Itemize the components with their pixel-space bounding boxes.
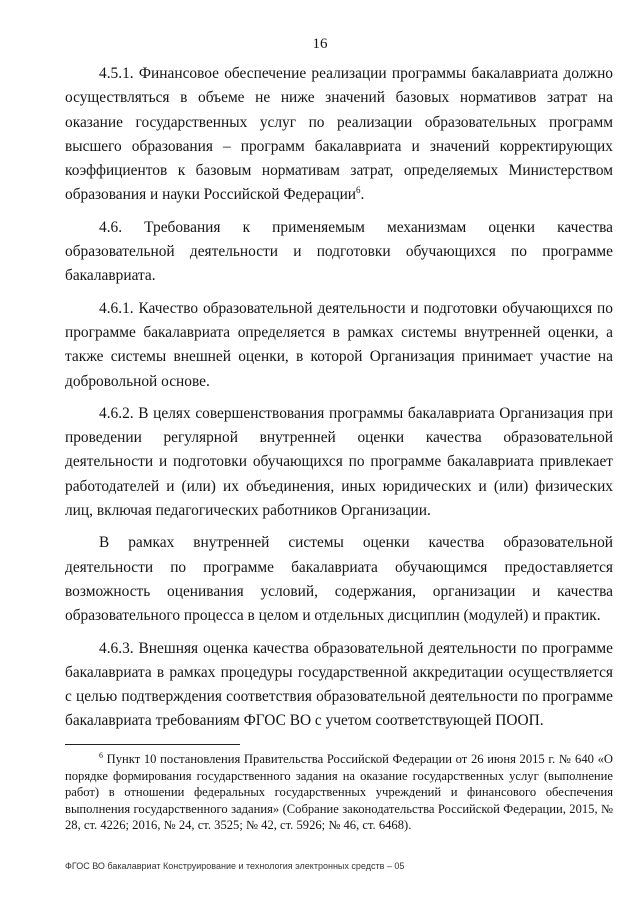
paragraph-4-6-2: 4.6.2. В целях совершенствования программы бакалавриата Организация при проведении регулярной внутренней оценки качества образовательной деятельности и подготовки обучающихся по программе бакалавриата привлекает работодателей и (или) их объединения, иных юридических и (или) физических лиц, включая педагогических работников Организации. [65, 404, 613, 520]
paragraph-text: 4.5.1. Финансовое обеспечение реализации программы бакалавриата должно осуществляться в объеме не ниже значений базовых нормативов затрат на оказание государственных услуг по реализации образовательных программ высшего образования – программ бакалавриата и значений корректирующих коэффициентов к базовым нормативам затрат, определяемых Министерством образования и науки Российской Федерации [65, 65, 613, 204]
paragraph-end: . [360, 186, 365, 204]
footnote-text: Пункт 10 постановления Правительства Российской Федерации от 26 июня 2015 г. № 640 «О порядке формирования государственного задания на оказание государственных услуг (выполнение работ) в отношении федеральных государственных учреждений и финансового обеспечения выполнения государственного задания» (Собрание законодательства Российской Федерации, 2015, № 28, ст. 4226; 2016, № 24, ст. 3525; № 42, ст. 5926; № 46, ст. 6468). [65, 752, 613, 833]
footnote-divider [65, 744, 240, 745]
paragraph-4-5-1 [65, 62, 613, 208]
footnote-reference[interactable]: 6 [356, 185, 361, 196]
page-footer: ФГОС ВО бакалавриат Конструирование и технология электронных средств – 05 [65, 861, 405, 871]
paragraph-4-6-3: 4.6.3. Внешняя оценка качества образовательной деятельности по программе бакалавриата в рамках процедуры государственной аккредитации осуществляется с целью подтверждения соответствия образовательной деятельности по программе бакалавриата требованиям ФГОС ВО с учетом соответствующей ПООП. [65, 639, 613, 730]
paragraph-4-6-1: 4.6.1. Качество образовательной деятельности и подготовки обучающихся по программе бакалавриата определяется в рамках системы внутренней оценки, а также системы внешней оценки, в которой Организация принимает участие на добровольной основе. [65, 299, 613, 390]
footnote [65, 751, 613, 834]
document-body [65, 62, 613, 742]
paragraph-internal-assessment: В рамках внутренней системы оценки качества образовательной деятельности по программе бакалавриата обучающимся предоставляется возможность оценивания условий, содержания, организации и качества образовательного процесса в целом и отдельных дисциплин (модулей) и практик. [65, 534, 613, 625]
paragraph-4-6: 4.6. Требования к применяемым механизмам оценки качества образовательной деятельности и подготовки обучающихся по программе бакалавриата. [65, 218, 613, 285]
footnote-marker: 6 [99, 750, 103, 760]
page-number: 16 [312, 36, 328, 52]
